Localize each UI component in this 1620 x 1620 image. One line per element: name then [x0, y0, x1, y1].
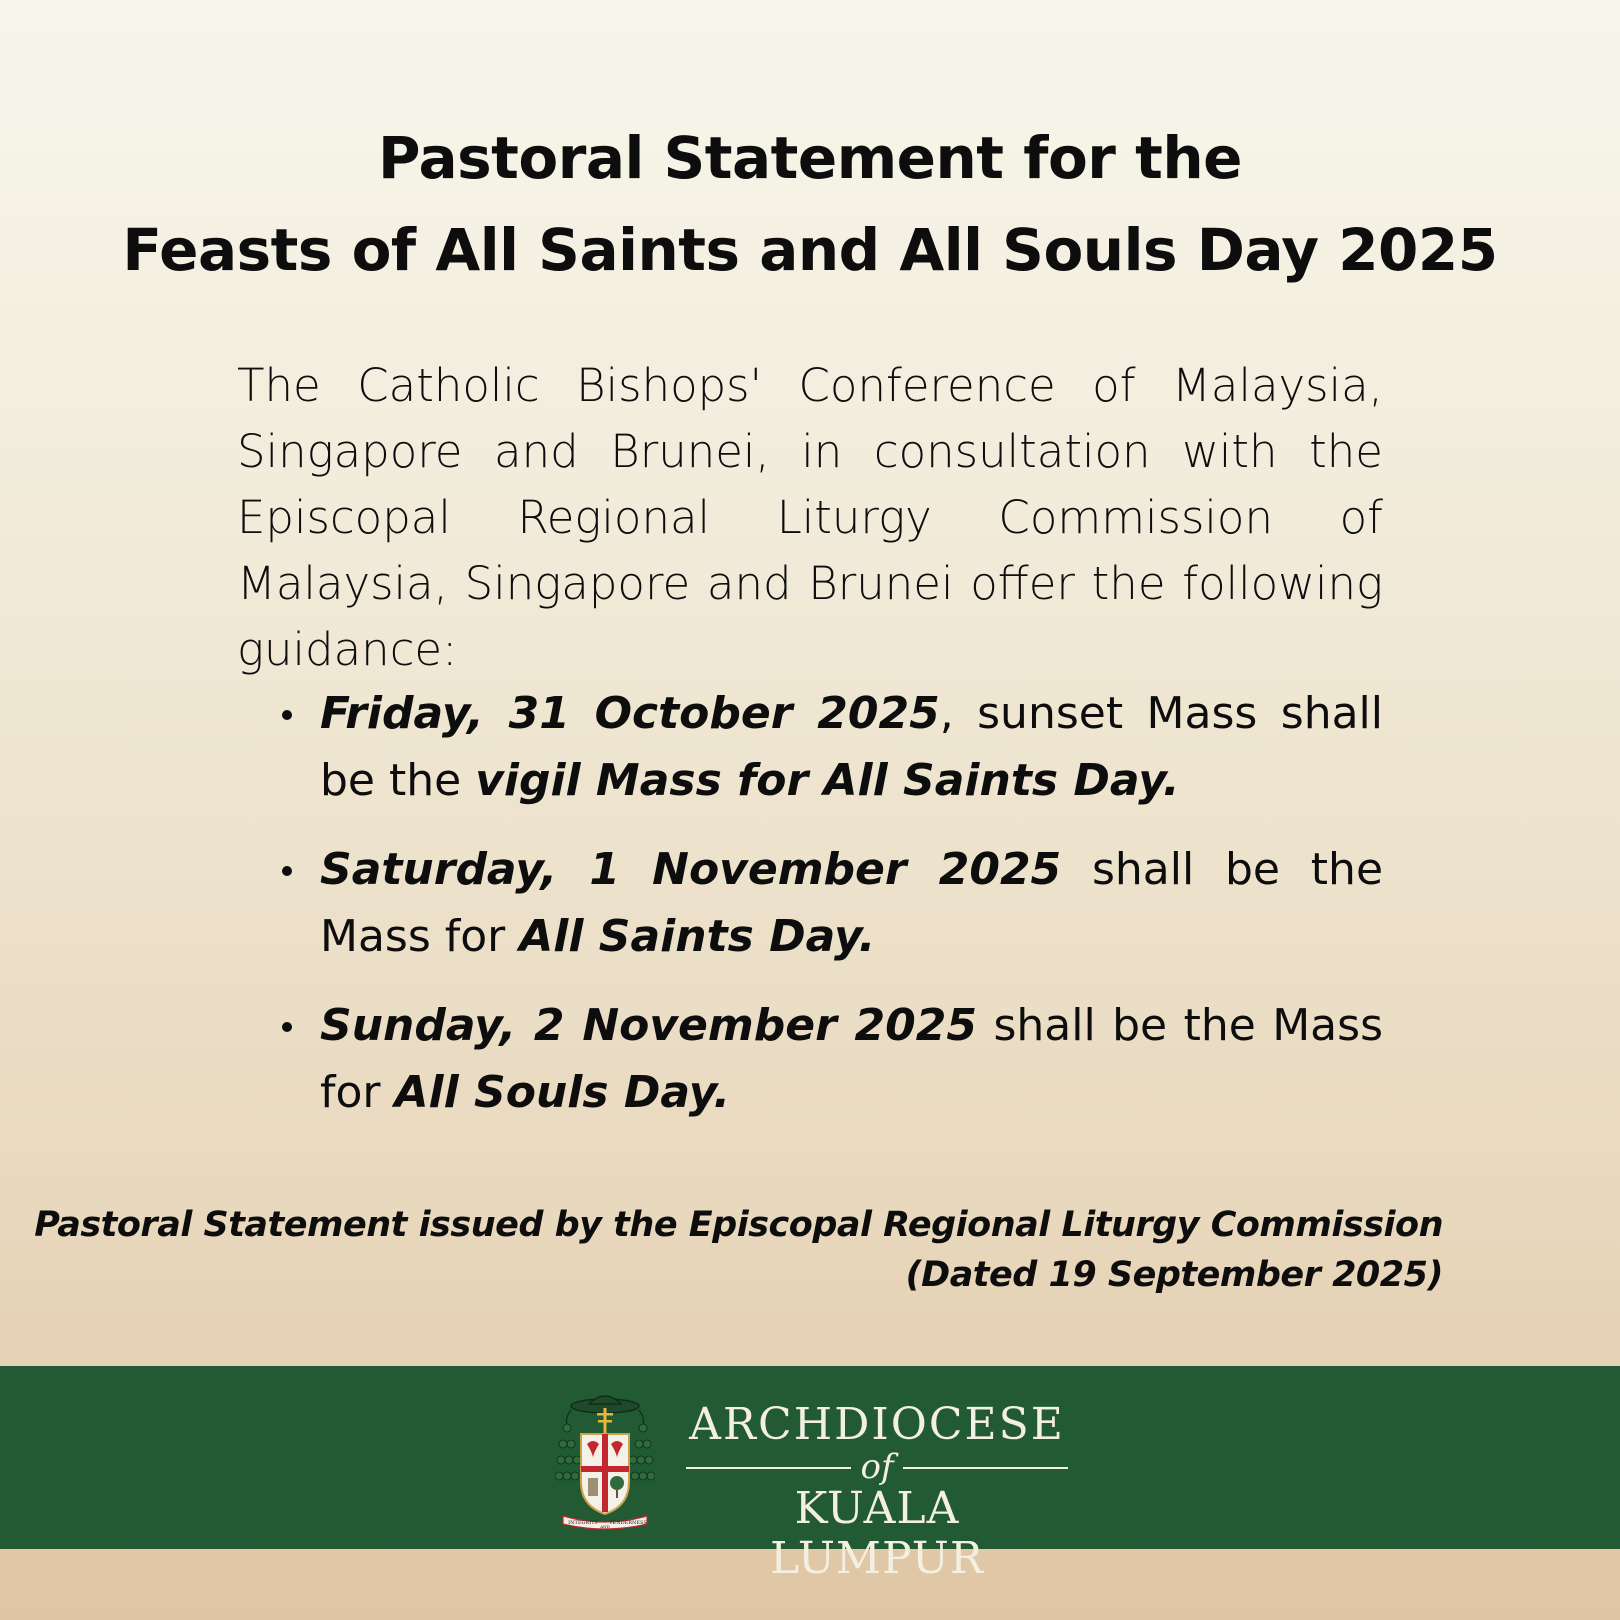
issued-by-line: Pastoral Statement issued by the Episcopal Regional Liturgy Commission [34, 1205, 1443, 1245]
motto-right: TENDERNESS [609, 1520, 647, 1526]
wordmark-divider [686, 1447, 1068, 1487]
bullet-icon [282, 866, 292, 876]
guidance-date: Sunday, 2 November 2025 [320, 1000, 978, 1051]
motto-left: INTEGRITY [568, 1520, 598, 1526]
bullet-icon [282, 1022, 292, 1032]
guidance-list [272, 680, 1383, 1148]
guidance-date: Saturday, 1 November 2025 [320, 844, 1062, 895]
list-item [272, 992, 1383, 1126]
brand-footer-band [0, 1366, 1620, 1584]
bullet-icon [282, 710, 292, 720]
guidance-text: shall be the Mass for [320, 844, 1384, 962]
dated-line: (Dated 19 September 2025) [905, 1255, 1443, 1295]
guidance-text: shall be the Mass for [320, 1000, 1383, 1118]
divider-line-left [686, 1467, 851, 1469]
guidance-feast: All Saints Day. [519, 911, 876, 962]
motto-mid: AND [600, 1524, 610, 1529]
divider-line-right [903, 1467, 1068, 1469]
guidance-feast: vigil Mass for All Saints Day. [475, 755, 1180, 806]
wordmark-of: of [860, 1447, 894, 1487]
archdiocese-crest-icon [555, 1388, 655, 1530]
list-item [272, 680, 1383, 814]
title-line-1: Pastoral Statement for the [378, 124, 1242, 192]
wordmark-bottom: KUALA LUMPUR [770, 1483, 984, 1584]
guidance-feast: All Souls Day. [394, 1067, 731, 1118]
page-title [0, 112, 1620, 296]
guidance-date: Friday, 31 October 2025 [320, 688, 940, 739]
issued-by-note [34, 1200, 1443, 1300]
intro-paragraph: The Catholic Bishops' Conference of Malaysia, Singapore and Brunei, in consultation with the Episcopal Regional Liturgy Commission of Malaysia, Singapore and Brunei offer the following guidance: [237, 359, 1383, 676]
guidance-text: , sunset Mass shall be the [320, 688, 1384, 806]
list-item [272, 836, 1383, 970]
wordmark-top: ARCHDIOCESE [689, 1399, 1065, 1450]
title-line-2: Feasts of All Saints and All Souls Day 2025 [122, 216, 1498, 284]
archdiocese-wordmark [686, 1400, 1068, 1584]
